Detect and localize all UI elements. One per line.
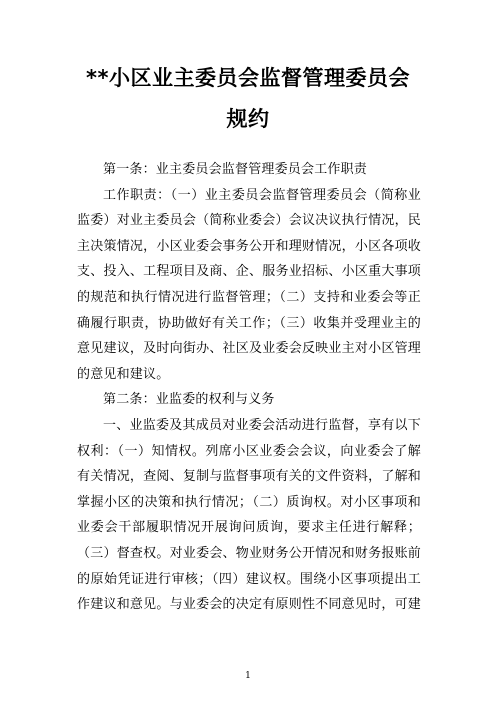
- body-line: 的规范和执行情况进行监督管理；（二）支持和业委会等正: [77, 289, 421, 305]
- body-line: 确履行职责，协助做好有关工作；（三）收集并受理业主的: [77, 315, 421, 331]
- body-line: 主决策情况，小区业委会事务公开和理财情况，小区各项收: [77, 238, 421, 254]
- body-line: 工作职责：（一）业主委员会监督管理委员会（简称业: [103, 187, 421, 203]
- document-title-line-2: 规约: [226, 107, 270, 131]
- body-line: 意见建议，及时向街办、社区及业委会反映业主对小区管理: [77, 341, 421, 357]
- body-line: 作建议和意见。与业委会的决定有原则性不同意见时，可建: [77, 597, 421, 613]
- body-line: 权利：（一）知情权。列席小区业委会会议，向业委会了解: [77, 443, 421, 459]
- article-1-heading: 第一条：业主委员会监督管理委员会工作职责: [103, 162, 368, 177]
- page-number: 1: [245, 671, 251, 681]
- body-line: 的意见和建议。: [77, 366, 170, 382]
- document-body: [77, 157, 421, 618]
- body-line: 的原始凭证进行审核；（四）建议权。围绕小区事项提出工: [77, 571, 421, 587]
- body-line: 业委会干部履职情况开展询问质询，要求主任进行解释；: [77, 520, 421, 536]
- document-title-line-1: **小区业主委员会监督管理委员会: [86, 66, 410, 90]
- body-line: 监委）对业主委员会（简称业委会）会议决议执行情况，民: [77, 213, 421, 229]
- body-line: 一、业监委及其成员对业委会活动进行监督，享有以下: [103, 417, 421, 433]
- body-line: 掌握小区的决策和执行情况；（二）质询权。对小区事项和: [77, 494, 421, 510]
- body-line: 有关情况，查阅、复制与监督事项有关的文件资料，了解和: [77, 469, 421, 485]
- article-2-heading: 第二条：业监委的权利与义务: [103, 392, 275, 408]
- body-line: （三）督查权。对业委会、物业财务公开情况和财务报账前: [77, 545, 421, 561]
- body-line: 支、投入、工程项目及商、企、服务业招标、小区重大事项: [77, 264, 421, 280]
